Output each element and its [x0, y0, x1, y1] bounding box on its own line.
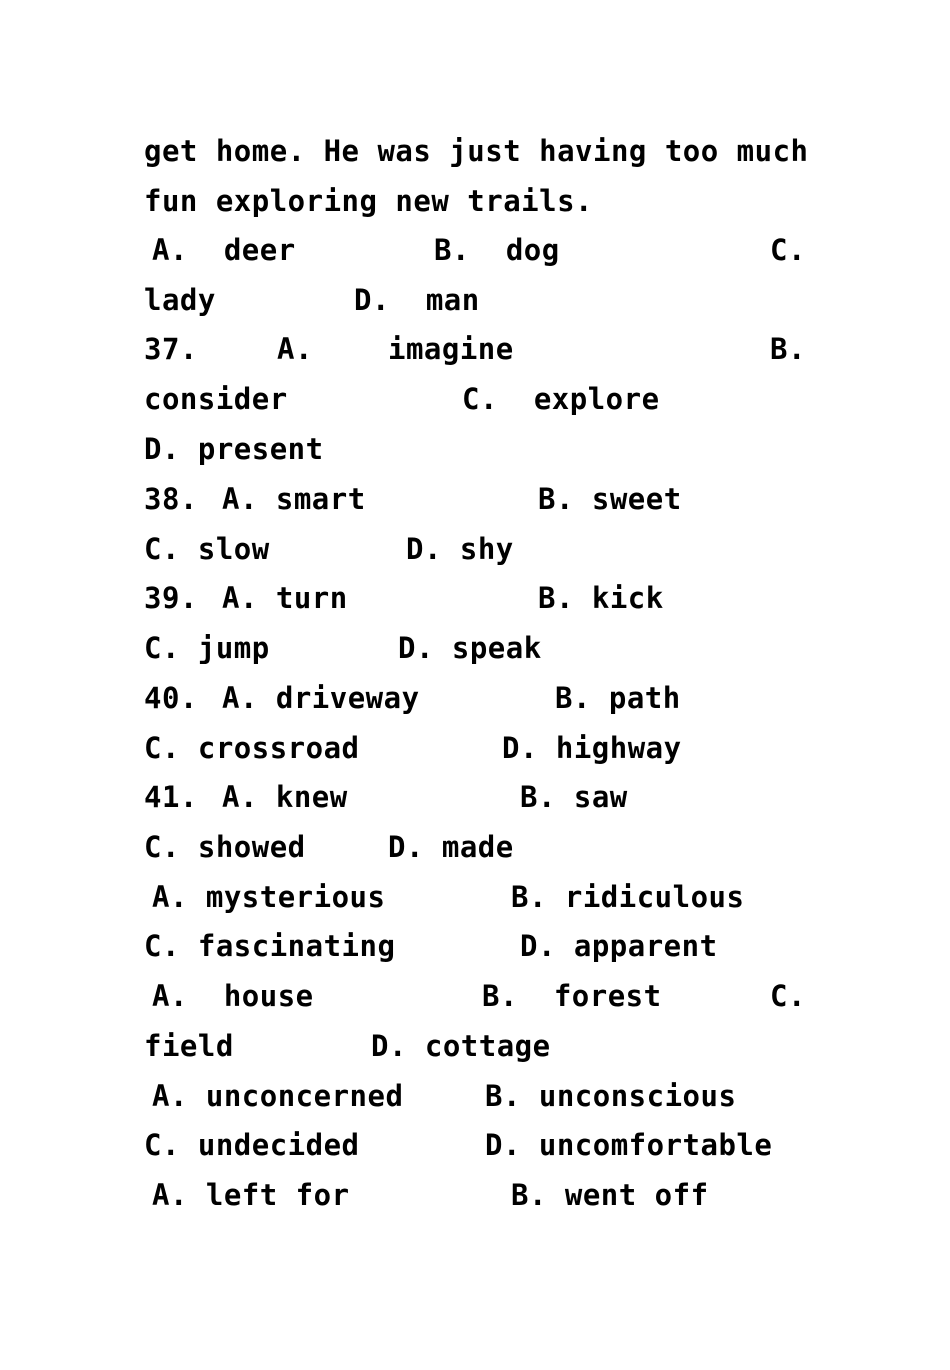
option-b: B. path	[555, 681, 681, 715]
question-43-options-row	[0, 971, 806, 1021]
option-c: C. explore	[462, 382, 660, 416]
option-b: B. unconscious	[485, 1079, 737, 1113]
passage-line	[144, 176, 593, 226]
question-40-options-row	[0, 723, 682, 773]
option-b-letter: B.	[770, 332, 806, 366]
option-c-text: lady	[144, 283, 216, 317]
question-number: 40.	[144, 681, 198, 715]
question-36-options-row	[0, 275, 480, 325]
option-b: B. dog	[434, 233, 560, 267]
option-c: C. jump	[144, 631, 270, 665]
option-b: B. kick	[538, 581, 664, 615]
question-number: 39.	[144, 581, 198, 615]
option-b: B. forest	[482, 979, 662, 1013]
question-37-options-row	[0, 374, 660, 424]
question-39-options-row	[0, 623, 542, 673]
option-d: D. cottage	[371, 1029, 551, 1063]
option-a: A. house	[152, 979, 314, 1013]
option-a: A. left for	[152, 1178, 350, 1212]
question-37-options-row	[0, 424, 324, 474]
option-c: C. showed	[144, 830, 306, 864]
option-d: D. apparent	[520, 929, 718, 963]
option-a: A. knew	[222, 780, 348, 814]
option-d: D. man	[354, 283, 480, 317]
question-37-options-row	[0, 324, 806, 374]
option-a: A. smart	[222, 482, 366, 516]
question-39-options-row	[0, 573, 664, 623]
question-45-options-row	[0, 1170, 709, 1220]
question-38-options-row	[0, 524, 514, 574]
option-b: B. went off	[511, 1178, 709, 1212]
option-d: D. highway	[502, 731, 682, 765]
passage-text: fun exploring new trails.	[144, 184, 593, 218]
question-number: 37.	[144, 332, 198, 366]
option-a: A. turn	[222, 581, 348, 615]
option-c-letter: C.	[770, 233, 806, 267]
question-40-options-row	[0, 673, 681, 723]
option-c: C. undecided	[144, 1128, 360, 1162]
question-42-options-row	[0, 872, 745, 922]
question-42-options-row	[0, 921, 718, 971]
question-41-options-row	[0, 822, 514, 872]
option-b-text: consider	[144, 382, 288, 416]
option-a: A. mysterious	[152, 880, 386, 914]
option-c-letter: C.	[770, 979, 806, 1013]
passage-text: get home. He was just having too much	[144, 134, 809, 168]
option-a: A. unconcerned	[152, 1079, 404, 1113]
option-d: D. shy	[406, 532, 514, 566]
option-c-text: field	[144, 1029, 234, 1063]
question-44-options-row	[0, 1071, 737, 1121]
option-c: C. crossroad	[144, 731, 360, 765]
question-43-options-row	[0, 1021, 551, 1071]
option-b: B. sweet	[538, 482, 682, 516]
option-b: B. saw	[520, 780, 628, 814]
question-38-options-row	[0, 474, 682, 524]
question-number: 41.	[144, 780, 198, 814]
option-d: D. made	[388, 830, 514, 864]
option-d: D. uncomfortable	[485, 1128, 773, 1162]
option-a-text: imagine	[388, 332, 514, 366]
option-c: C. fascinating	[144, 929, 396, 963]
question-36-options-row	[0, 225, 806, 275]
option-a-letter: A.	[277, 332, 313, 366]
option-d: D. speak	[398, 631, 542, 665]
option-a: A. driveway	[222, 681, 420, 715]
question-number: 38.	[144, 482, 198, 516]
passage-line	[144, 126, 809, 176]
option-a: A. deer	[152, 233, 296, 267]
option-c: C. slow	[144, 532, 270, 566]
question-44-options-row	[0, 1120, 773, 1170]
option-b: B. ridiculous	[511, 880, 745, 914]
option-d: D. present	[144, 432, 324, 466]
question-41-options-row	[0, 772, 628, 822]
